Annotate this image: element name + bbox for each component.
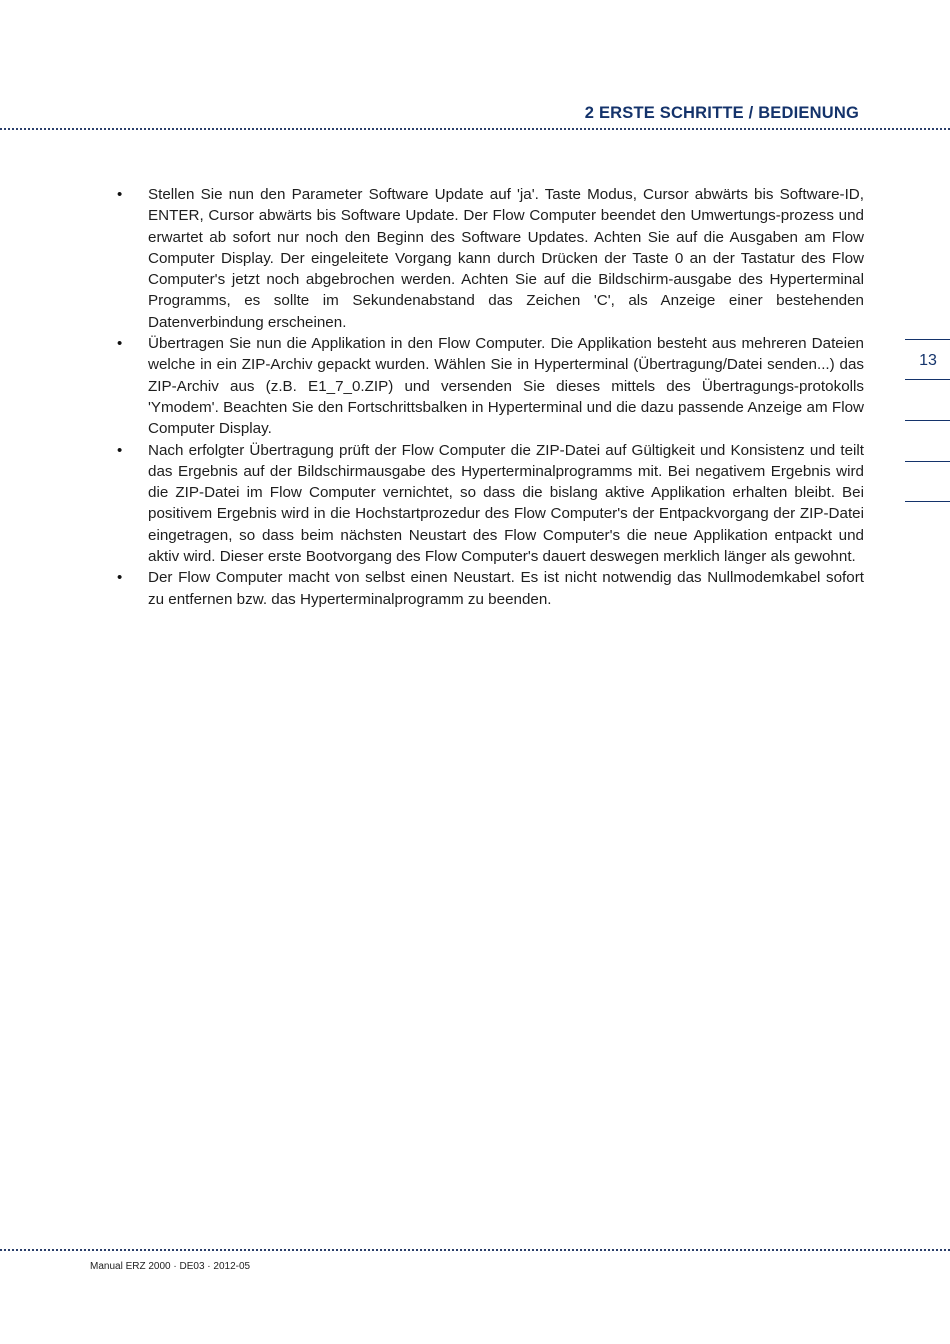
list-item <box>117 184 864 333</box>
bullet-icon: • <box>117 569 123 587</box>
list-item-text: Nach erfolgter Übertragung prüft der Flow Computer die ZIP-Datei auf Gültigkeit und Konsistenz und teilt das Ergebnis auf der Bildschirmausgabe des Hyperterminalprogramms mit. Bei negativem Ergebnis wird die ZIP-Datei im Flow Computer vernichtet, so dass die bislang aktive Applikation erhalten bleibt. Bei positivem Ergebnis wird in die Hochstartprozedur des Flow Computer's der Entpackvorgang der ZIP-Datei eingetragen, so dass beim nächsten Neustart des Flow Computer's die neue Applikation entpackt und aktiv wird. Dieser erste Bootvorgang des Flow Computer's dauert deswegen merklich länger als gewohnt. <box>148 441 864 566</box>
chapter-title: 2 ERSTE SCHRITTE / BEDIENUNG <box>584 104 859 122</box>
header-divider <box>0 128 950 130</box>
side-tab-line <box>905 339 950 340</box>
side-tab-line <box>905 379 950 380</box>
footer-divider <box>0 1249 950 1251</box>
side-tab-line <box>905 420 950 421</box>
bullet-icon: • <box>117 186 123 203</box>
bullet-icon: • <box>117 441 123 459</box>
bullet-icon: • <box>117 335 123 353</box>
list-item <box>117 567 864 610</box>
instruction-body <box>117 184 864 610</box>
list-item-text: Stellen Sie nun den Parameter Software Update auf 'ja'. Taste Modus, Cursor abwärts bis Software-ID, ENTER, Cursor abwärts bis Software Update. Der Flow Computer beendet den Umwertungs-prozess und erwartet ab sofort nur noch den Beginn des Software Updates. Achten Sie auf die Ausgaben am Flow Computer Display. Der eingeleitete Vorgang kann durch Drücken der Taste 0 an der Tastatur des Flow Computer's jetzt noch abgebrochen werden. Achten Sie auf die Bildschirm-ausgabe des Hyperterminal Programms, es sollte im Sekundenabstand das Zeichen 'C', als Anzeige einer bestehenden Datenverbindung erscheinen. <box>148 186 864 331</box>
footer-text: Manual ERZ 2000 · DE03 · 2012-05 <box>90 1261 251 1272</box>
list-item-text: Übertragen Sie nun die Applikation in den Flow Computer. Die Applikation besteht aus mehreren Dateien welche in ein ZIP-Archiv gepackt wurden. Wählen Sie in Hyperterminal (Übertragung/Datei senden...) das ZIP-Archiv aus (z.B. E1_7_0.ZIP) und versenden Sie dieses mittels des Übertragungs-protokolls 'Ymodem'. Beachten Sie den Fortschrittsbalken in Hyperterminal und die dazu passende Anzeige am Flow Computer Display. <box>148 335 864 438</box>
list-item <box>117 333 864 439</box>
page-number: 13 <box>919 352 937 369</box>
side-tab-line <box>905 501 950 502</box>
side-tab-line <box>905 461 950 462</box>
list-item-text: Der Flow Computer macht von selbst einen Neustart. Es ist nicht notwendig das Nullmodemkabel sofort zu entfernen bzw. das Hyperterminalprogramm zu beenden. <box>148 569 864 608</box>
instruction-list <box>117 184 864 610</box>
list-item <box>117 440 864 568</box>
